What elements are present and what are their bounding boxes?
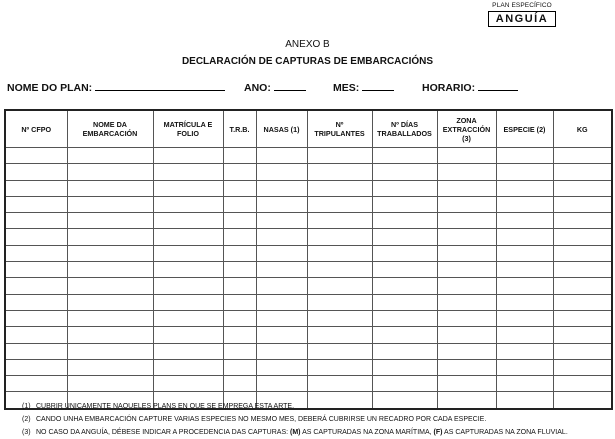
table-cell[interactable]: [153, 278, 223, 294]
table-cell[interactable]: [153, 245, 223, 261]
month-label: MES:: [333, 82, 360, 94]
table-cell[interactable]: [372, 229, 437, 245]
table-cell[interactable]: [553, 310, 612, 326]
year-field[interactable]: [244, 81, 306, 94]
month-field[interactable]: [333, 81, 394, 94]
table-cell[interactable]: [553, 196, 612, 212]
captures-table: [4, 109, 613, 410]
table-cell[interactable]: [307, 327, 372, 343]
table-cell[interactable]: [5, 310, 67, 326]
table-cell[interactable]: [372, 148, 437, 164]
table-cell[interactable]: [256, 327, 307, 343]
table-cell[interactable]: [223, 148, 256, 164]
table-cell[interactable]: [5, 164, 67, 180]
footnote-number: (1): [22, 403, 31, 410]
table-cell[interactable]: [437, 376, 496, 392]
table-row: [5, 180, 612, 196]
table-cell[interactable]: [496, 294, 553, 310]
table-cell[interactable]: [307, 180, 372, 196]
table-cell[interactable]: [5, 229, 67, 245]
table-cell[interactable]: [5, 245, 67, 261]
table-cell[interactable]: [307, 213, 372, 229]
table-cell[interactable]: [223, 376, 256, 392]
table-row: [5, 294, 612, 310]
table-cell[interactable]: [153, 148, 223, 164]
table-cell[interactable]: [496, 310, 553, 326]
table-cell[interactable]: [153, 164, 223, 180]
table-row: [5, 196, 612, 212]
table-cell[interactable]: [256, 164, 307, 180]
table-row: [5, 245, 612, 261]
table-cell[interactable]: [223, 164, 256, 180]
table-cell[interactable]: [372, 327, 437, 343]
table-cell[interactable]: [553, 229, 612, 245]
schedule-blank[interactable]: [478, 81, 518, 91]
table-cell[interactable]: [372, 196, 437, 212]
table-cell[interactable]: [5, 278, 67, 294]
table-cell[interactable]: [153, 229, 223, 245]
table-cell[interactable]: [372, 164, 437, 180]
table-cell[interactable]: [67, 148, 153, 164]
table-cell[interactable]: [372, 278, 437, 294]
table-cell[interactable]: [372, 245, 437, 261]
table-cell[interactable]: [496, 229, 553, 245]
table-cell[interactable]: [372, 213, 437, 229]
table-cell[interactable]: [307, 262, 372, 278]
table-row: [5, 359, 612, 375]
table-cell[interactable]: [437, 245, 496, 261]
table-cell[interactable]: [307, 148, 372, 164]
table-cell[interactable]: [372, 359, 437, 375]
table-cell[interactable]: [553, 262, 612, 278]
table-cell[interactable]: [153, 327, 223, 343]
table-cell[interactable]: [153, 310, 223, 326]
table-row: [5, 164, 612, 180]
table-cell[interactable]: [256, 262, 307, 278]
plan-name: ANGUÍA: [488, 11, 556, 27]
table-cell[interactable]: [553, 294, 612, 310]
table-cell[interactable]: [496, 164, 553, 180]
footnotes: [22, 400, 568, 439]
table-cell[interactable]: [5, 180, 67, 196]
table-cell[interactable]: [223, 262, 256, 278]
table-cell[interactable]: [5, 262, 67, 278]
table-cell[interactable]: [256, 376, 307, 392]
table-row: [5, 376, 612, 392]
table-cell[interactable]: [5, 343, 67, 359]
table-cell[interactable]: [153, 359, 223, 375]
page-title: DECLARACIÓN DE CAPTURAS DE EMBARCACIÓNS: [181, 56, 434, 67]
table-cell[interactable]: [496, 196, 553, 212]
table-cell[interactable]: [307, 196, 372, 212]
table-cell[interactable]: [437, 213, 496, 229]
table-cell[interactable]: [153, 376, 223, 392]
table-cell[interactable]: [553, 164, 612, 180]
table-cell[interactable]: [372, 294, 437, 310]
col-header-days: Nº DÍAS TRABALLADOS: [372, 110, 437, 148]
footnote-number: (3): [22, 429, 31, 436]
table-cell[interactable]: [372, 262, 437, 278]
table-cell[interactable]: [437, 310, 496, 326]
table-cell[interactable]: [496, 327, 553, 343]
table-cell[interactable]: [437, 180, 496, 196]
table-cell[interactable]: [223, 196, 256, 212]
table-cell[interactable]: [5, 294, 67, 310]
footnote-text: CUBRIR UNICAMENTE NAQUELES PLANS EN QUE SE EMPREGA ESTA ARTE.: [36, 403, 295, 410]
table-cell[interactable]: [223, 327, 256, 343]
table-row: [5, 278, 612, 294]
table-cell[interactable]: [307, 278, 372, 294]
table-cell[interactable]: [153, 343, 223, 359]
table-cell[interactable]: [5, 376, 67, 392]
table-cell[interactable]: [67, 164, 153, 180]
table-cell[interactable]: [307, 310, 372, 326]
table-cell[interactable]: [437, 148, 496, 164]
plan-name-field[interactable]: [7, 81, 225, 94]
table-cell[interactable]: [372, 343, 437, 359]
table-cell[interactable]: [437, 196, 496, 212]
table-row: [5, 327, 612, 343]
table-cell[interactable]: [67, 196, 153, 212]
table-cell[interactable]: [496, 359, 553, 375]
table-cell[interactable]: [553, 278, 612, 294]
year-blank[interactable]: [274, 81, 306, 91]
table-cell[interactable]: [307, 164, 372, 180]
table-cell[interactable]: [256, 310, 307, 326]
table-cell[interactable]: [67, 213, 153, 229]
table-cell[interactable]: [67, 359, 153, 375]
table-cell[interactable]: [67, 327, 153, 343]
year-label: ANO:: [244, 82, 271, 94]
table-cell[interactable]: [153, 213, 223, 229]
col-header-nasas: NASAS (1): [256, 110, 307, 148]
table-cell[interactable]: [223, 343, 256, 359]
table-header-row: [5, 110, 612, 148]
annex-label: ANEXO B: [285, 39, 330, 50]
table-cell[interactable]: [437, 262, 496, 278]
table-cell[interactable]: [153, 262, 223, 278]
table-cell[interactable]: [5, 196, 67, 212]
table-cell[interactable]: [223, 229, 256, 245]
table-cell[interactable]: [67, 294, 153, 310]
table-cell[interactable]: [67, 278, 153, 294]
table-cell[interactable]: [496, 343, 553, 359]
table-cell[interactable]: [307, 376, 372, 392]
table-cell[interactable]: [256, 180, 307, 196]
col-header-crew: Nº TRIPULANTES: [307, 110, 372, 148]
table-cell[interactable]: [496, 213, 553, 229]
table-cell[interactable]: [307, 343, 372, 359]
table-cell[interactable]: [153, 294, 223, 310]
table-cell[interactable]: [553, 180, 612, 196]
table-cell[interactable]: [496, 278, 553, 294]
table-cell[interactable]: [223, 294, 256, 310]
table-cell[interactable]: [437, 343, 496, 359]
table-cell[interactable]: [256, 278, 307, 294]
table-cell[interactable]: [256, 213, 307, 229]
table-cell[interactable]: [256, 245, 307, 261]
table-cell[interactable]: [223, 180, 256, 196]
table-row: [5, 262, 612, 278]
plan-badge: [488, 2, 556, 27]
table-cell[interactable]: [496, 180, 553, 196]
table-cell[interactable]: [307, 294, 372, 310]
table-row: [5, 213, 612, 229]
table-cell[interactable]: [67, 180, 153, 196]
table-cell[interactable]: [223, 213, 256, 229]
table-cell[interactable]: [553, 245, 612, 261]
table-cell[interactable]: [437, 327, 496, 343]
table-cell[interactable]: [67, 229, 153, 245]
col-header-species: ESPECIE (2): [496, 110, 553, 148]
table-cell[interactable]: [496, 376, 553, 392]
table-cell[interactable]: [153, 196, 223, 212]
footnote-text: CANDO UNHA EMBARCACIÓN CAPTURE VARIAS ESPECIES NO MESMO MES, DEBERÁ CUBRIRSE UN RECADRO POR CADA ESPECIE.: [36, 416, 487, 423]
table-cell[interactable]: [67, 376, 153, 392]
table-cell[interactable]: [307, 245, 372, 261]
table-row: [5, 310, 612, 326]
table-cell[interactable]: [307, 359, 372, 375]
table-cell[interactable]: [67, 262, 153, 278]
table-cell[interactable]: [256, 294, 307, 310]
footnote-number: (2): [22, 416, 31, 423]
table-cell[interactable]: [437, 229, 496, 245]
schedule-label: HORARIO:: [422, 82, 476, 94]
table-cell[interactable]: [5, 148, 67, 164]
table-cell[interactable]: [67, 343, 153, 359]
table-cell[interactable]: [437, 359, 496, 375]
table-row: [5, 148, 612, 164]
schedule-field[interactable]: [422, 81, 518, 94]
table-cell[interactable]: [256, 359, 307, 375]
table-row: [5, 343, 612, 359]
table-cell[interactable]: [5, 359, 67, 375]
table-cell[interactable]: [256, 229, 307, 245]
table-cell[interactable]: [67, 310, 153, 326]
table-cell[interactable]: [67, 245, 153, 261]
table-cell[interactable]: [553, 376, 612, 392]
table-cell[interactable]: [223, 278, 256, 294]
col-header-cfpo: Nº CFPO: [5, 110, 67, 148]
table-cell[interactable]: [256, 148, 307, 164]
table-cell[interactable]: [496, 245, 553, 261]
table-cell[interactable]: [5, 213, 67, 229]
plan-name-label: NOME DO PLAN:: [7, 82, 93, 94]
table-cell[interactable]: [307, 229, 372, 245]
col-header-vessel-name: NOME DA EMBARCACIÓN: [67, 110, 153, 148]
table-cell[interactable]: [372, 310, 437, 326]
table-cell[interactable]: [223, 310, 256, 326]
table-cell[interactable]: [5, 327, 67, 343]
table-cell[interactable]: [223, 245, 256, 261]
plan-name-blank[interactable]: [95, 81, 225, 91]
col-header-zone: ZONA EXTRACCIÓN (3): [437, 110, 496, 148]
table-cell[interactable]: [153, 180, 223, 196]
table-cell[interactable]: [372, 180, 437, 196]
table-cell[interactable]: [496, 262, 553, 278]
table-cell[interactable]: [496, 148, 553, 164]
table-cell[interactable]: [553, 327, 612, 343]
month-blank[interactable]: [362, 81, 394, 91]
table-cell[interactable]: [553, 148, 612, 164]
col-header-trb: T.R.B.: [223, 110, 256, 148]
plan-label: PLAN ESPECÍFICO: [492, 2, 552, 9]
table-cell[interactable]: [437, 294, 496, 310]
table-body: [5, 148, 612, 409]
table-cell[interactable]: [256, 196, 307, 212]
table-cell[interactable]: [437, 278, 496, 294]
footnote: [22, 426, 568, 439]
table-cell[interactable]: [372, 376, 437, 392]
col-header-registration: MATRÍCULA E FOLIO: [153, 110, 223, 148]
col-header-kg: KG: [553, 110, 612, 148]
footnote: [22, 400, 568, 413]
table-cell[interactable]: [553, 359, 612, 375]
table-row: [5, 229, 612, 245]
table-cell[interactable]: [437, 164, 496, 180]
table-cell[interactable]: [256, 343, 307, 359]
table-cell[interactable]: [223, 359, 256, 375]
table-cell[interactable]: [553, 343, 612, 359]
footnote: [22, 413, 568, 426]
table-cell[interactable]: [553, 213, 612, 229]
footnote-text: NO CASO DA ANGUÍA, DÉBESE INDICAR A PROCEDENCIA DAS CAPTURAS: (M) AS CAPTURADAS NA ZONA MARÍTIMA, (F) AS CAPTURADAS NA ZONA FLUVIAL.: [36, 429, 568, 436]
